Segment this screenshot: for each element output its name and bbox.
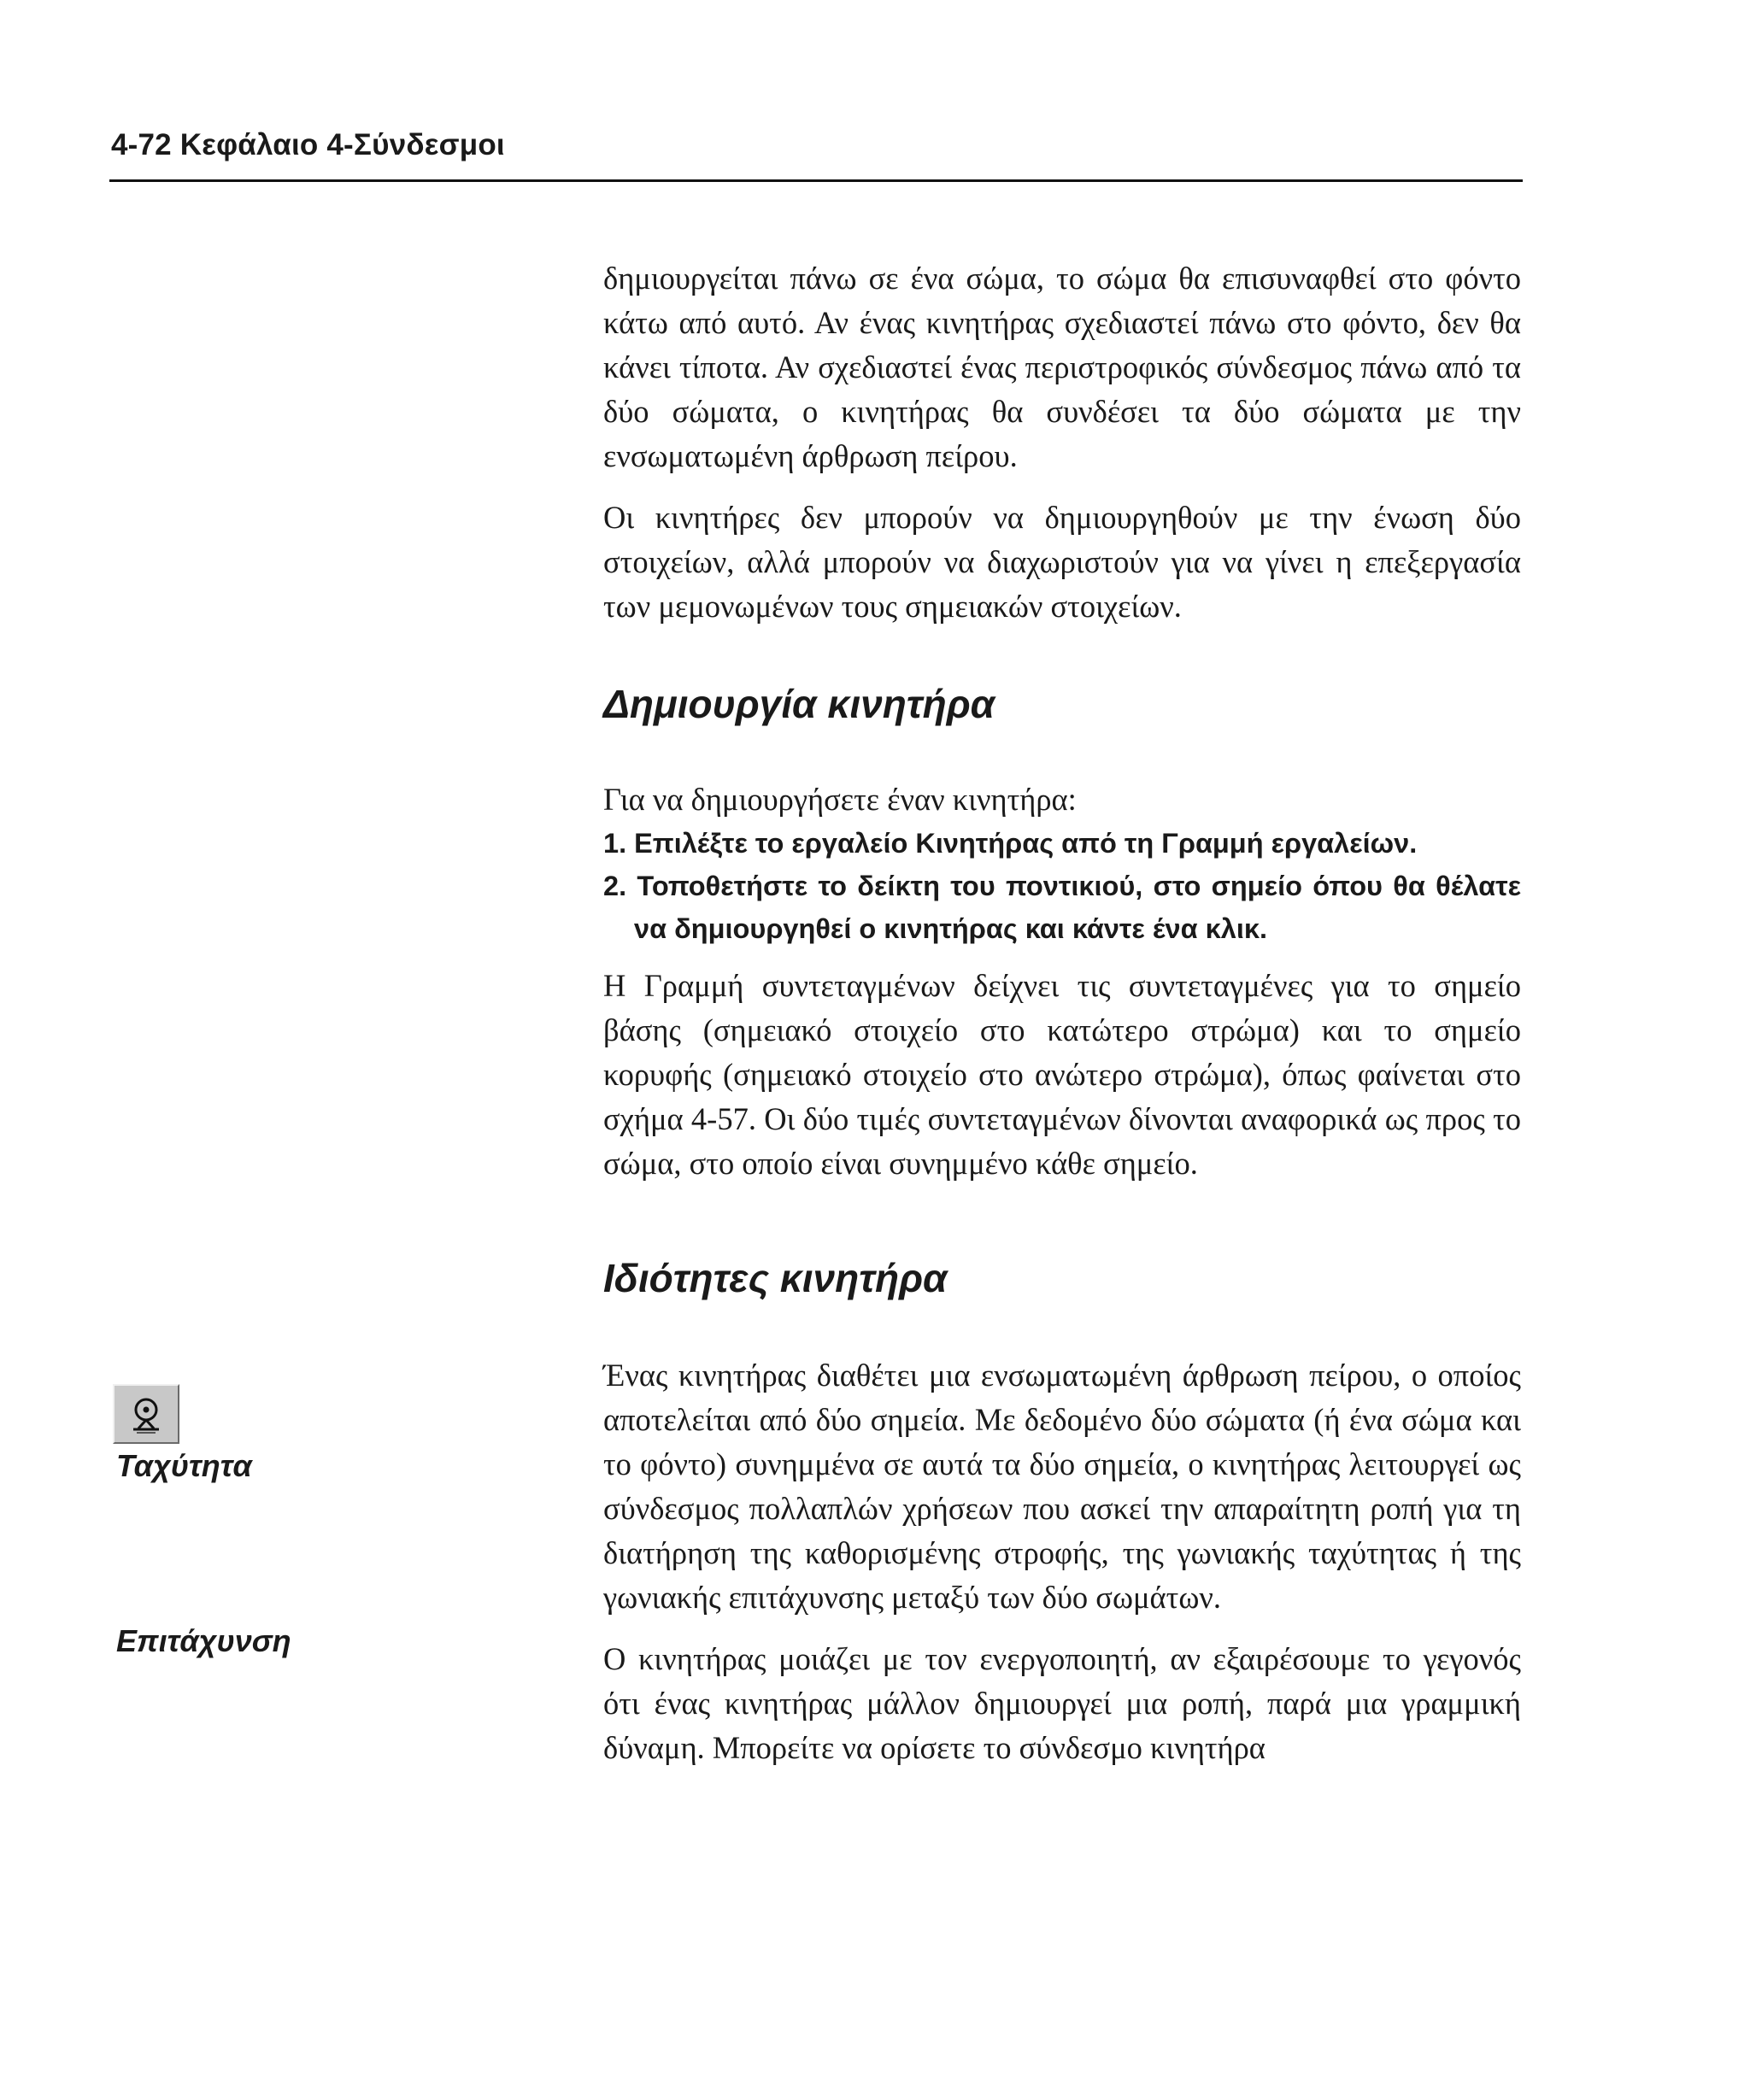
running-head: 4-72 Κεφάλαιο 4-Σύνδεσμοι [111,128,505,161]
header-rule [109,179,1523,182]
lead-in-sentence: Για να δημιουργήσετε έναν κινητήρα: [603,782,1077,817]
step-2: 2. Τοποθετήστε το δείκτη του ποντικιού, στο σημείο όπου θα θέλατε να δημιουργηθεί ο κινητήρας και κάντε ένα κλικ. [603,871,1521,944]
motor-icon [115,1386,178,1442]
paragraph-pin-joint: Ένας κινητήρας διαθέτει μια ενσωματωμένη άρθρωση πείρου, ο οποίος αποτελείται από δύο σημεία. Με δεδομένο δύο σώματα (ή ένα σώμα και το φόντο) συνημμένα σε αυτά τα δύο σημεία, ο κινητήρας λειτουργεί ως σύνδεσμος πολλαπλών χρήσεων που ασκεί την απαραίτητη ροπή για τη διατήρηση της καθορισμένης στροφής, της γωνιακής ταχύτητας ή της γωνιακής επιτάχυνσης μεταξύ των δύο σωμάτων. [603,1358,1521,1615]
motor-toolbar-icon [113,1384,179,1444]
margin-label-acceleration: Επιτάχυνση [116,1623,291,1658]
paragraph-continued: δημιουργείται πάνω σε ένα σώμα, το σώμα θα επισυναφθεί στο φόντο κάτω από αυτό. Αν ένας κινητήρας σχεδιαστεί πάνω στο φόντο, δεν θα κάνει τίποτα. Αν σχεδιαστεί ένας περιστροφικός σύνδεσμος πάνω από τα δύο σώματα, ο κινητήρας θα συνδέσει τα δύο σώματα με την ενσωματωμένη άρθρωση πείρου. [603,261,1521,473]
paragraph-actuator: Ο κινητήρας μοιάζει με τον ενεργοποιητή, αν εξαιρέσουμε το γεγονός ότι ένας κινητήρας μάλλον δημιουργεί μια ροπή, παρά μια γραμμική δύναμη. Μπορείτε να ορίσετε το σύνδεσμο κινητήρα [603,1641,1521,1765]
heading-motor-properties: Ιδιότητες κινητήρα [603,1256,948,1300]
heading-create-motor: Δημιουργία κινητήρα [603,682,995,726]
paragraph-coordinates: Η Γραμμή συντεταγμένων δείχνει τις συντεταγμένες για το σημείο βάσης (σημειακό στοιχείο στο κατώτερο στρώμα) και το σημείο κορυφής (σημειακό στοιχείο στο ανώτερο στρώμα), όπως φαίνεται στο σχήμα 4-57. Οι δύο τιμές συντεταγμένων δίνονται αναφορικά ως προς το σώμα, στο οποίο είναι συνημμένο κάθε σημείο. [603,968,1521,1181]
main-text-column [603,256,1521,1770]
step-1: 1. Επιλέξτε το εργαλείο Κινητήρας από τη Γραμμή εργαλείων. [603,828,1418,859]
paragraph-split-elements: Οι κινητήρες δεν μπορούν να δημιουργηθούν με την ένωση δύο στοιχείων, αλλά μπορούν να διαχωριστούν για να γίνει η επεξεργασία των μεμονωμένων τους σημειακών στοιχείων. [603,500,1521,624]
margin-label-speed: Ταχύτητα [116,1448,252,1483]
